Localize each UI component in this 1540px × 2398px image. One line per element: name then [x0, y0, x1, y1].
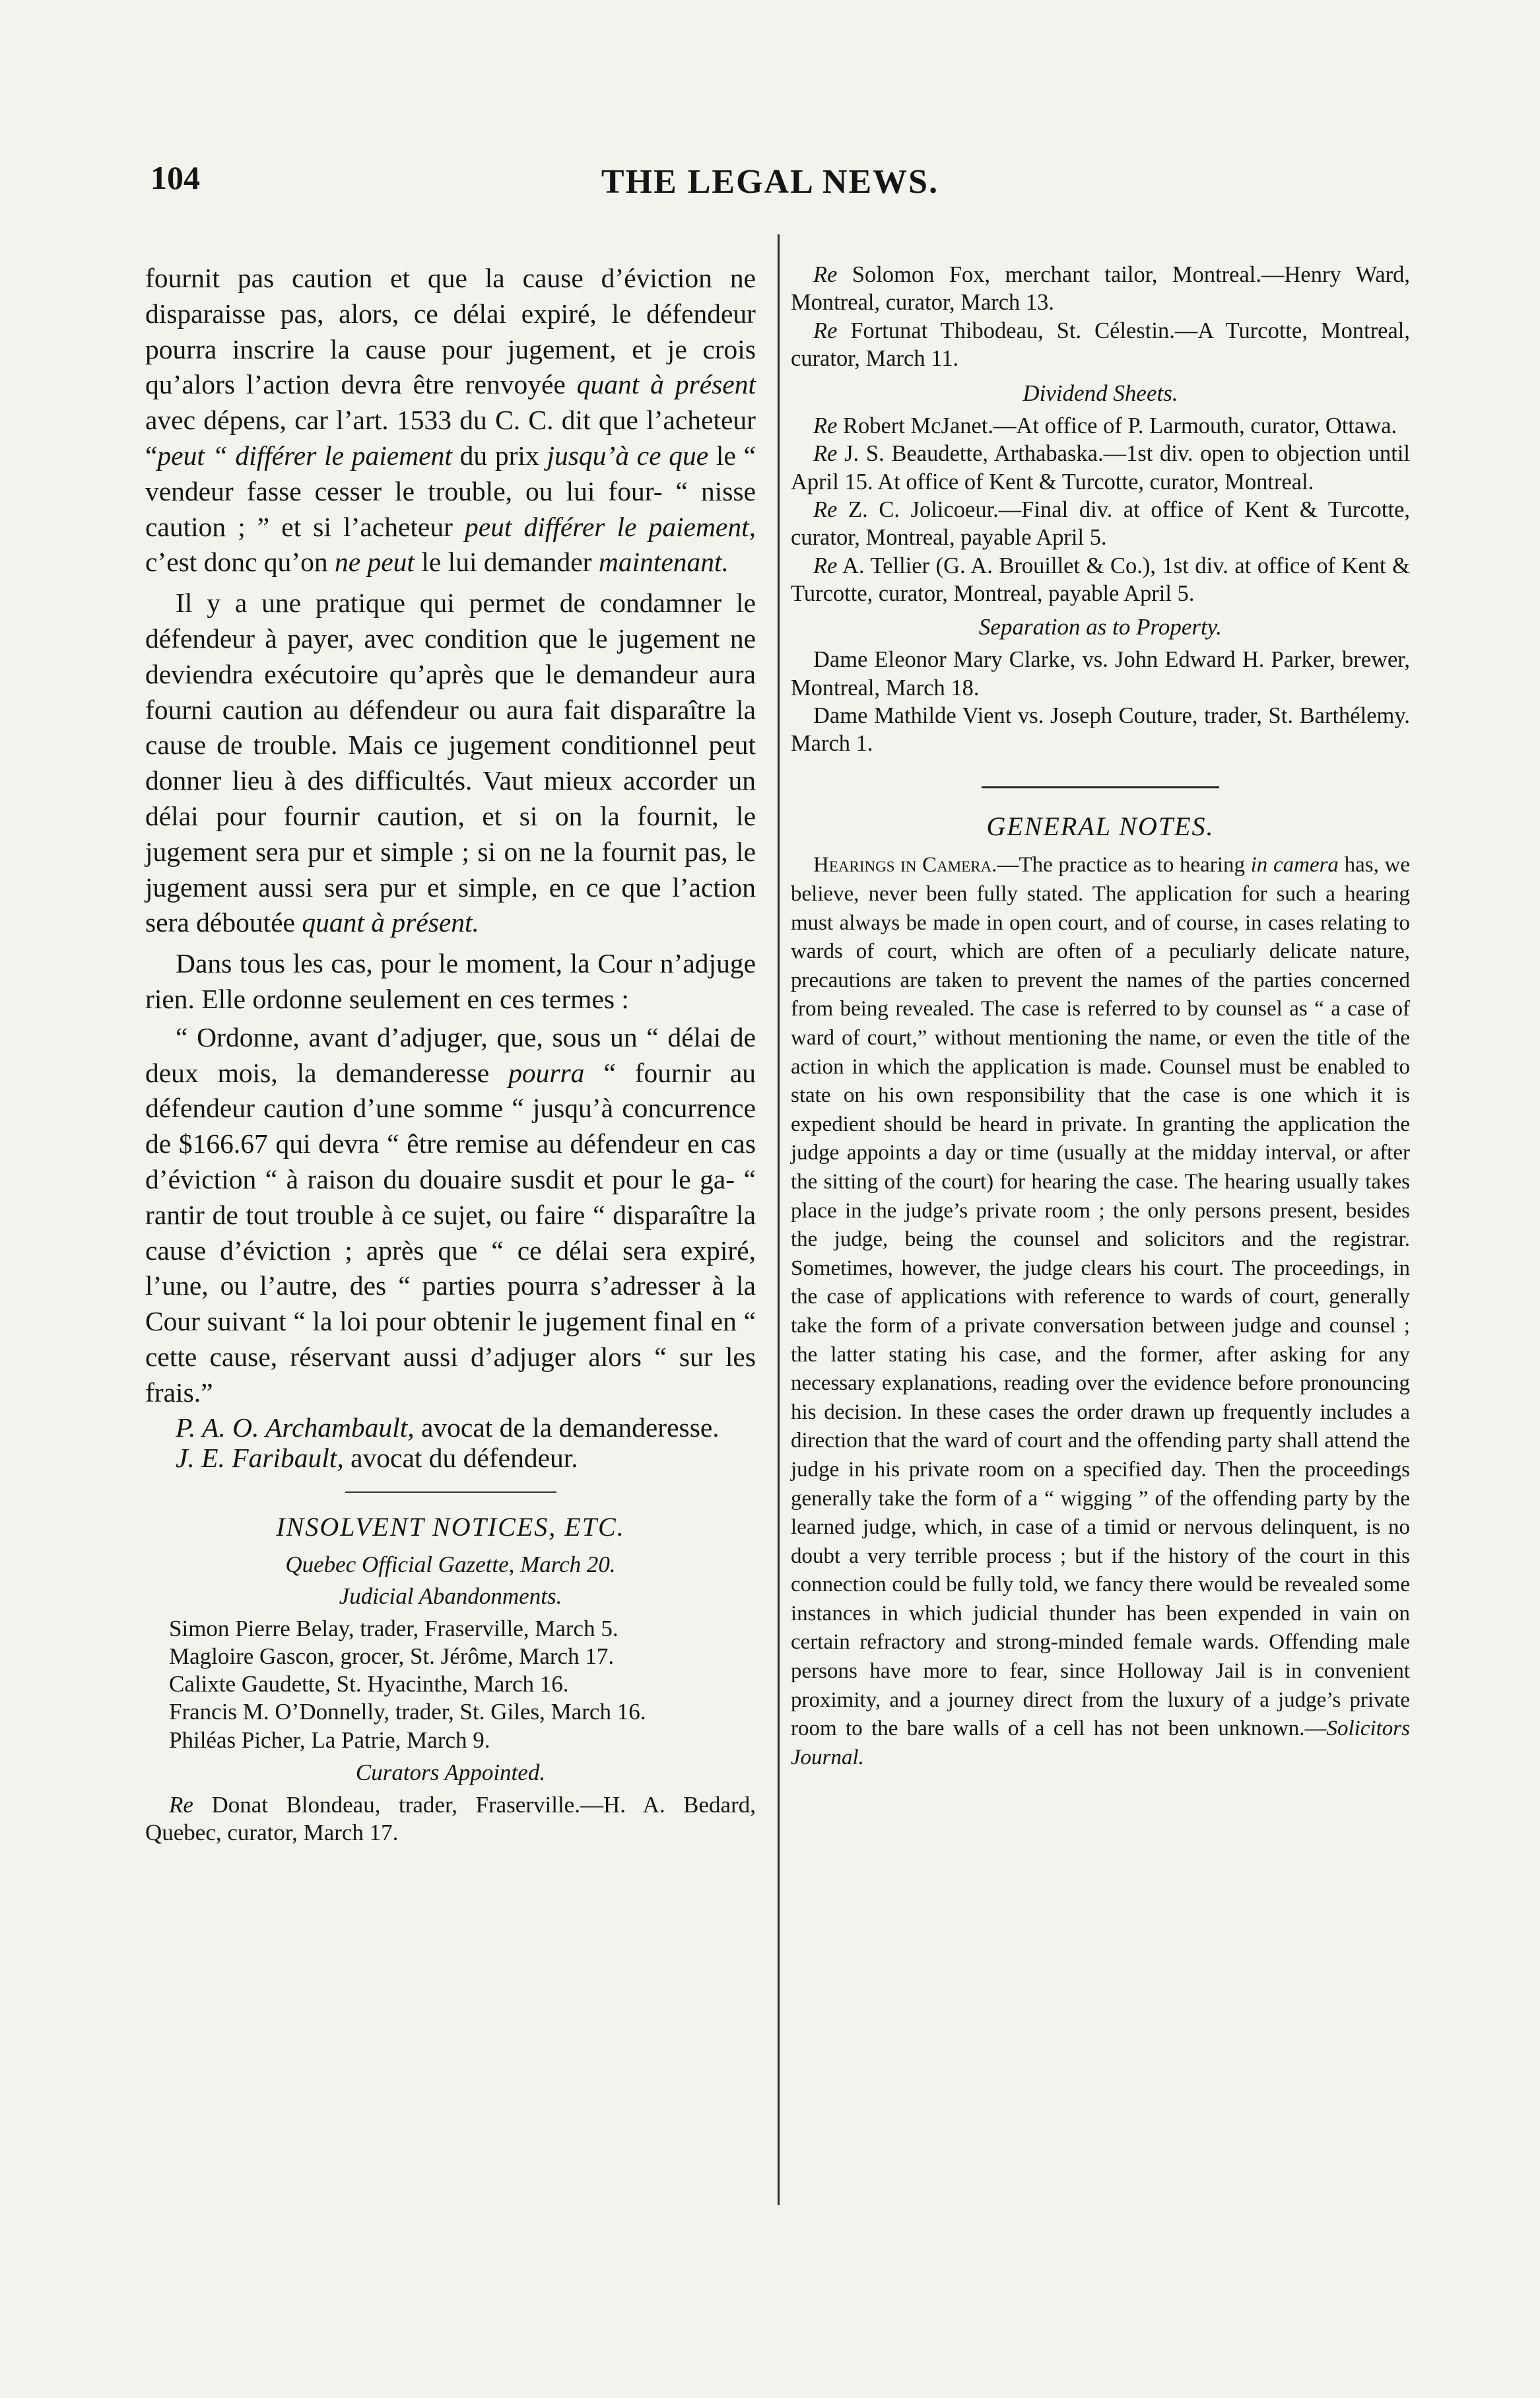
- right-column: [791, 261, 1410, 1772]
- text-run: “ Ordonne, avant d’adjuger, que, sous un “ délai de deux mois, la demanderesse: [145, 1021, 756, 1088]
- curators-list-right: [791, 261, 1410, 372]
- italic-run: peut “ différer le paiement: [157, 440, 452, 471]
- list-item: [791, 552, 1410, 608]
- re-label: Re: [169, 1791, 193, 1818]
- list-item: Magloire Gascon, grocer, St. Jérôme, March 17.: [169, 1643, 615, 1669]
- abandonments-heading: Judicial Abandonments.: [339, 1583, 562, 1609]
- text-run: du prix: [459, 440, 539, 471]
- page-number: 104: [151, 159, 200, 196]
- dividends-list: [791, 412, 1410, 607]
- judgment-paragraph-2: [145, 586, 756, 941]
- list-item: [791, 496, 1410, 552]
- re-label: Re: [813, 553, 838, 578]
- counsel-name: J. E. Faribault,: [176, 1442, 344, 1473]
- counsel-plaintiff: [145, 1412, 756, 1443]
- list-item: [791, 412, 1410, 440]
- list-item: Simon Pierre Belay, trader, Fraserville, March 5.: [169, 1615, 619, 1641]
- counsel-block: [145, 1412, 756, 1473]
- judgment-paragraph-1: [145, 261, 756, 580]
- list-item: [791, 317, 1410, 373]
- text-run: le “ vendeur fasse cesser le trouble, ou lui four- “ nisse caution ; ” et si l’acheteur: [145, 440, 756, 542]
- italic-run: quant à présent.: [302, 907, 479, 938]
- entry-text: Robert McJanet.—At office of P. Larmouth, curator, Ottawa.: [843, 413, 1397, 439]
- curators-list-left: [145, 1791, 756, 1847]
- re-label: Re: [813, 441, 838, 467]
- general-notes-text: [791, 851, 1410, 1772]
- general-notes-heading: GENERAL NOTES.: [986, 811, 1215, 842]
- list-item: [791, 440, 1410, 496]
- italic-run: maintenant.: [598, 547, 729, 578]
- list-item: [145, 1791, 756, 1847]
- insolvent-notices-heading: INSOLVENT NOTICES, ETC.: [276, 1511, 625, 1542]
- section-divider: [982, 786, 1219, 788]
- text-run: le lui demander: [421, 547, 592, 578]
- court-order-quote: [145, 1020, 756, 1411]
- entry-text: Z. C. Jolicoeur.—Final div. at office of Kent & Turcotte, curator, Montreal, payable April 5.: [791, 497, 1411, 551]
- notes-source: Solicitors Journal.: [791, 1717, 1410, 1769]
- text-run: c’est donc qu’on: [145, 547, 328, 578]
- counsel-role: avocat de la demanderesse.: [420, 1412, 720, 1443]
- judgment-paragraph-3: Dans tous les cas, pour le moment, la Cour n’adjuge rien. Elle ordonne seulement en ces termes :: [145, 948, 756, 1014]
- entry-text: Solomon Fox, merchant tailor, Montreal.—Henry Ward, Montreal, curator, March 13.: [791, 262, 1410, 316]
- list-item: Francis M. O’Donnelly, trader, St. Giles, March 16.: [169, 1699, 646, 1725]
- list-item: [791, 261, 1410, 317]
- curators-heading: Curators Appointed.: [355, 1759, 546, 1785]
- list-item: Dame Mathilde Vient vs. Joseph Couture, trader, St. Barthélemy. March 1.: [791, 702, 1410, 757]
- general-notes-paragraph: [791, 851, 1410, 1772]
- text-run: has, we believe, never been fully stated. The application for such a hearing must always be made in open court, and of course, in cases relating to wards of court, which are often of a peculiarly delicate nature, precautions are taken to prevent the names of the parties concerned from being revealed. The case is referred to by counsel as “ a case of ward of court,” without mentioning the name, or even the title of the action in which the application is made. Counsel must be enabled to state on his own responsibility that the case is one which it is expedient should be heard in private. In granting the application the judge appoints a day or time (usually at the midday interval, or after the sitting of the court) for hearing the case. The hearing usually takes place in the judge’s private room ; the only persons present, besides the judge, being the counsel and solicitors and the registrar. Sometimes, however, the judge clears his court. The proceedings, in the case of applications with reference to wards of court, generally take the form of a private conversation between judge and counsel ; the latter stating his case, and the former, after asking for any necessary explanations, reading over the evidence before pronouncing his decision. In these cases the order drawn up frequently includes a direction that the ward of court and the offending party shall attend the judge in his private room on a specified day. Then the proceedings generally take the form of a “ wigging ” of the offending party by the learned judge, which, in case of a timid or nervous delinquent, is no doubt a very terrible process ; but if the history of the court in this connection could be fully told, we fancy there would be revealed some instances in which judicial thunder has been expended in vain on certain refractory and strong-minded female wards. Offending male persons have more to fear, since Holloway Jail is in convenient proximity, and a journey direct from the luxury of a judge’s private room to the bare walls of a cell has not been unknown.—: [791, 853, 1410, 1741]
- italic-run: pourra: [508, 1057, 585, 1088]
- re-label: Re: [813, 497, 838, 523]
- separation-heading: Separation as to Property.: [978, 614, 1222, 640]
- running-head: THE LEGAL NEWS.: [601, 163, 939, 201]
- italic-run: peut différer le paiement,: [464, 511, 756, 542]
- list-item: Philéas Picher, La Patrie, March 9.: [169, 1727, 490, 1753]
- notes-lead: Hearings in Camera.: [813, 853, 997, 877]
- separations-list: [791, 646, 1410, 757]
- counsel-role: avocat du défendeur.: [351, 1442, 578, 1473]
- text-run: avec dépens, car l’art. 1533 du C. C. dit que l’acheteur “: [145, 405, 756, 471]
- italic-run: quant à présent: [576, 369, 756, 400]
- section-divider: [345, 1491, 556, 1493]
- entry-text: Fortunat Thibodeau, St. Célestin.—A Turcotte, Montreal, curator, March 11.: [791, 318, 1411, 371]
- text-run: —The practice as to hearing: [997, 853, 1245, 877]
- re-label: Re: [813, 262, 838, 287]
- re-label: Re: [813, 413, 838, 439]
- list-item: Dame Eleonor Mary Clarke, vs. John Edward H. Parker, brewer, Montreal, March 18.: [791, 647, 1410, 701]
- entry-text: Donat Blondeau, trader, Fraserville.—H. A. Bedard, Quebec, curator, March 17.: [145, 1791, 756, 1846]
- entry-text: A. Tellier (G. A. Brouillet & Co.), 1st div. at office of Kent & Turcotte, curator, Montreal, payable April 5.: [791, 553, 1410, 606]
- italic-run: in camera: [1250, 853, 1339, 877]
- entry-text: J. S. Beaudette, Arthabaska.—1st div. open to objection until April 15. At office of Kent & Turcotte, curator, Montreal.: [791, 441, 1410, 495]
- text-run: Il y a une pratique qui permet de condamner le défendeur à payer, avec condition que le jugement ne deviendra exécutoire qu’après que le demandeur aura fourni caution au défendeur ou aura fait disparaître la cause de trouble. Mais ce jugement conditionnel peut donner lieu à des difficultés. Vaut mieux accorder un délai pour fournir caution, et si on la fournit, le jugement sera pur et simple ; si on ne la fournit pas, le jugement aussi sera pur et simple, en ce que l’action sera déboutée: [145, 588, 756, 938]
- counsel-name: P. A. O. Archambault,: [176, 1412, 415, 1443]
- re-label: Re: [813, 318, 838, 343]
- abandonments-list: [145, 1615, 756, 1754]
- judgment-text: [145, 261, 756, 1411]
- italic-run: ne peut: [334, 547, 415, 578]
- italic-run: jusqu’à ce que: [547, 440, 709, 471]
- list-item: Calixte Gaudette, St. Hyacinthe, March 16.: [169, 1671, 569, 1697]
- text-run: fournit pas caution et que la cause d’éviction ne disparaisse pas, alors, ce délai expiré, le défendeur pourra inscrire la cause pour jugement, et je crois qu’alors l’action devra être renvoyée: [145, 263, 756, 400]
- left-column: [145, 261, 756, 1847]
- gazette-line: Quebec Official Gazette, March 20.: [285, 1551, 616, 1577]
- dividend-sheets-heading: Dividend Sheets.: [1022, 380, 1178, 407]
- text-run: “ fournir au défendeur caution d’une somme “ jusqu’à concurrence de $166.67 qui devra “ être remise au défendeur en cas d’éviction “ à raison du douaire susdit et pour le ga- “ rantir de tout trouble à ce sujet, ou faire “ disparaître la cause d’éviction ; après que “ ce délai sera expiré, l’une, ou l’autre, des “ parties pourra s’adresser à la Cour suivant “ la loi pour obtenir le jugement final en “ cette cause, réservant aussi d’adjuger alors “ sur les frais.”: [145, 1057, 756, 1408]
- counsel-defendant: [145, 1443, 756, 1473]
- column-rule: [778, 234, 780, 2205]
